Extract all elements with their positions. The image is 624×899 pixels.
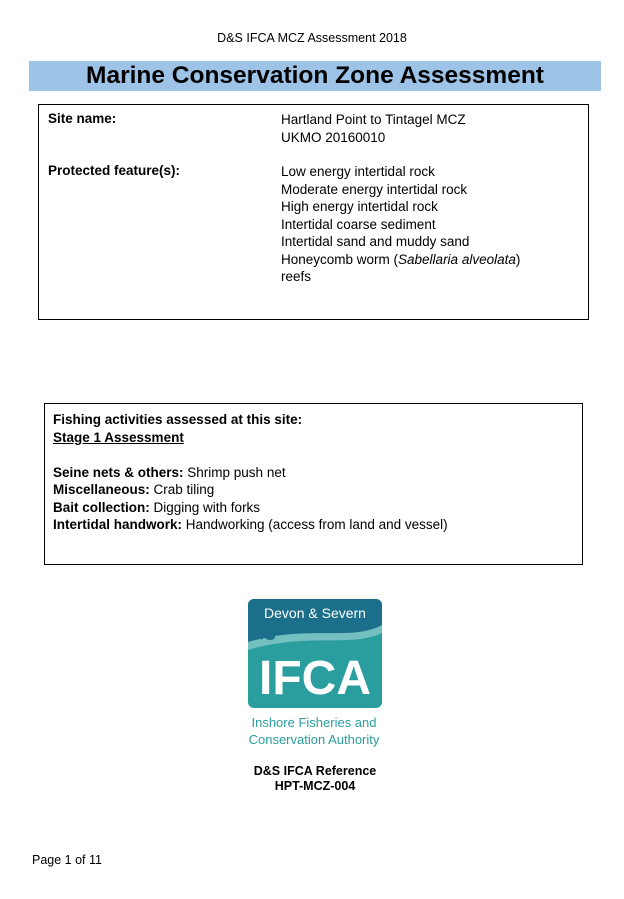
reference-label: D&S IFCA Reference [253, 764, 377, 778]
feature-item: High energy intertidal rock [281, 199, 438, 214]
reference-code: HPT-MCZ-004 [274, 778, 356, 793]
site-code-line: UKMO 20160010 [281, 129, 386, 145]
activity-row [53, 481, 574, 499]
feature-item-cont: reefs [281, 269, 312, 284]
activity-row [53, 499, 574, 517]
page-number: Page 1 of 11 [32, 853, 102, 867]
logo-caption-line: Conservation Authority [248, 732, 380, 747]
logo-caption [230, 714, 398, 748]
site-name-value [281, 111, 466, 146]
protected-features-list [281, 163, 520, 286]
activity-category: Seine nets & others: [53, 464, 184, 480]
feature-item: Intertidal sand and muddy sand [281, 234, 470, 249]
activity-category: Miscellaneous: [53, 482, 150, 497]
activity-row [53, 516, 574, 534]
logo-caption-line: Inshore Fisheries and [251, 715, 377, 730]
activity-detail: Handworking (access from land and vessel) [182, 517, 448, 532]
logo-top-text: Devon & Severn [264, 605, 366, 621]
reference-block [0, 764, 624, 793]
fishing-heading: Fishing activities assessed at this site: [53, 412, 303, 427]
ifca-logo-mark [230, 598, 398, 710]
activity-detail: Shrimp push net [183, 464, 286, 480]
site-name-label: Site name: [48, 111, 117, 126]
feature-item: Intertidal coarse sediment [281, 216, 436, 232]
activity-category: Intertidal handwork: [53, 517, 183, 532]
feature-item: Moderate energy intertidal rock [281, 181, 468, 197]
page-header: D&S IFCA MCZ Assessment 2018 [217, 31, 407, 45]
protected-features-label: Protected feature(s): [48, 163, 181, 178]
stage-heading: Stage 1 Assessment [53, 429, 184, 445]
species-name: Sabellaria alveolata [398, 251, 516, 267]
activity-detail: Digging with forks [149, 499, 261, 515]
activity-category: Bait collection: [53, 499, 150, 515]
activity-detail: Crab tiling [149, 482, 215, 497]
fishing-activities-box [44, 403, 583, 565]
feature-item: Low energy intertidal rock [281, 164, 435, 179]
feature-item [281, 251, 520, 269]
site-name-line: Hartland Point to Tintagel MCZ [281, 112, 466, 127]
activity-row [53, 464, 574, 482]
ifca-logo [230, 598, 398, 748]
page-title: Marine Conservation Zone Assessment [29, 61, 601, 91]
site-info-box [38, 104, 589, 320]
feature-prefix: Honeycomb worm ( [281, 251, 399, 267]
logo-main-text: IFCA [259, 652, 371, 705]
feature-suffix: ) [515, 251, 521, 267]
